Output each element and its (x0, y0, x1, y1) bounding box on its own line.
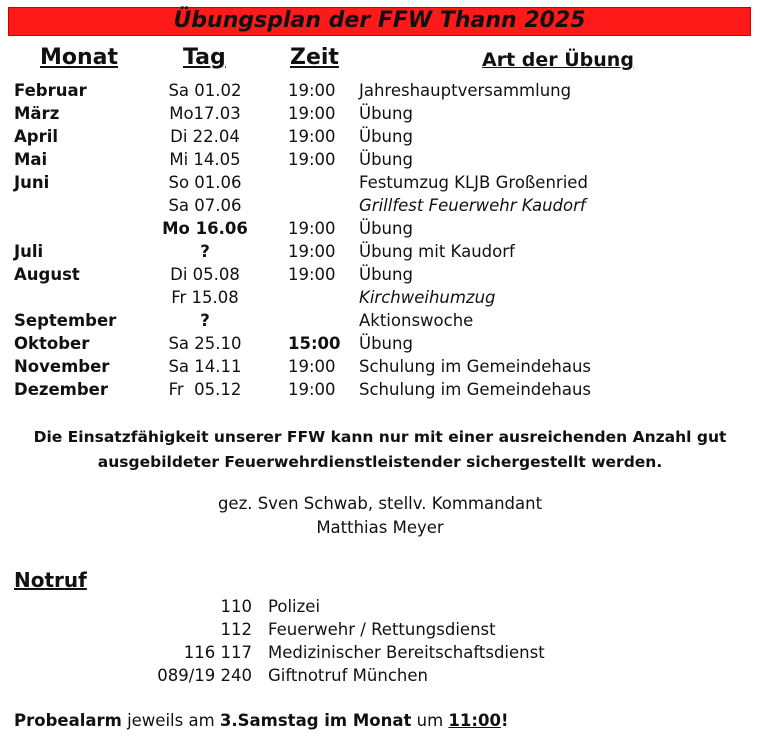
cell-art: Grillfest Feuerwehr Kaudorf (359, 196, 586, 215)
table-row (0, 378, 760, 401)
cell-month: August (14, 265, 80, 284)
cell-art: Schulung im Gemeindehaus (359, 357, 592, 376)
cell-month: September (14, 311, 117, 330)
emergency-number: 116 117 (183, 643, 252, 662)
table-row (0, 194, 760, 217)
table-row (0, 102, 760, 125)
title-bar (8, 7, 751, 36)
cell-day: Mo 16.06 (162, 219, 248, 238)
cell-time: 19:00 (288, 127, 336, 146)
cell-day: Fr 15.08 (171, 288, 239, 307)
header-day: Tag (183, 45, 226, 70)
header-month: Monat (40, 45, 119, 70)
cell-day: Fr 05.12 (168, 380, 242, 399)
list-item (0, 595, 760, 618)
cell-time: 19:00 (288, 357, 336, 376)
cell-time: 19:00 (288, 150, 336, 169)
cell-month: April (14, 127, 59, 146)
probealarm-label: Probealarm (14, 711, 122, 730)
cell-month: Februar (14, 81, 87, 100)
emergency-label: Medizinischer Bereitschaftsdienst (268, 643, 545, 662)
notice-line-1: Die Einsatzfähigkeit unserer FFW kann nur mit einer ausreichenden Anzahl gut (33, 428, 727, 446)
list-item (0, 641, 760, 664)
cell-time: 19:00 (288, 265, 336, 284)
cell-time: 19:00 (288, 242, 336, 261)
cell-month: März (14, 104, 60, 123)
table-row (0, 286, 760, 309)
signature-line-1: gez. Sven Schwab, stellv. Kommandant (217, 494, 543, 513)
footer-text-1: jeweils am (121, 711, 220, 730)
emergency-number: 110 (220, 597, 252, 616)
cell-day: Di 05.08 (170, 265, 240, 284)
cell-time: 15:00 (288, 334, 341, 353)
cell-month: Mai (14, 150, 48, 169)
cell-day: Mo17.03 (169, 104, 241, 123)
signature-line-2: Matthias Meyer (316, 518, 444, 537)
cell-art: Übung (359, 334, 413, 353)
cell-art: Übung (359, 265, 413, 284)
table-row (0, 125, 760, 148)
cell-time: 19:00 (288, 81, 336, 100)
cell-day: Di 22.04 (170, 127, 240, 146)
cell-month: Juni (14, 173, 50, 192)
cell-time: 19:00 (288, 219, 336, 238)
cell-day: Sa 01.02 (168, 81, 242, 100)
cell-art: Schulung im Gemeindehaus (359, 380, 592, 399)
table-row (0, 217, 760, 240)
emergency-label: Feuerwehr / Rettungsdienst (268, 620, 496, 639)
cell-art: Übung (359, 127, 413, 146)
list-item (0, 618, 760, 641)
cell-month: November (14, 357, 110, 376)
header-art: Art der Übung (482, 49, 634, 71)
header-time: Zeit (290, 45, 339, 70)
table-row (0, 332, 760, 355)
notice-line-2: ausgebildeter Feuerwehrdienstleistender sichergestellt werden. (97, 453, 663, 471)
signature (0, 492, 760, 540)
cell-day: Mi 14.05 (169, 150, 241, 169)
table-row (0, 148, 760, 171)
cell-day: Sa 14.11 (168, 357, 242, 376)
emergency-number: 089/19 240 (157, 666, 252, 685)
cell-time: 19:00 (288, 104, 336, 123)
emergency-number: 112 (220, 620, 252, 639)
footer-time: 11:00 (448, 711, 501, 730)
cell-month: Juli (14, 242, 44, 261)
cell-art: Übung (359, 219, 413, 238)
table-row (0, 171, 760, 194)
list-item (0, 664, 760, 687)
table-row (0, 240, 760, 263)
footer-day: 3.Samstag im Monat (219, 711, 412, 730)
cell-day: ? (200, 311, 210, 330)
probealarm-note (14, 708, 508, 734)
footer-exclaim: ! (500, 711, 509, 730)
table-row (0, 309, 760, 332)
cell-art: Kirchweihumzug (359, 288, 496, 307)
cell-art: Übung (359, 104, 413, 123)
notruf-heading: Notruf (14, 568, 87, 592)
cell-day: Sa 07.06 (168, 196, 242, 215)
schedule-table (0, 79, 760, 401)
table-row (0, 355, 760, 378)
footer-text-2: um (411, 711, 449, 730)
cell-art: Übung (359, 150, 413, 169)
cell-day: Sa 25.10 (168, 334, 242, 353)
cell-time: 19:00 (288, 380, 336, 399)
notice-text (0, 425, 760, 475)
emergency-label: Giftnotruf München (268, 666, 428, 685)
cell-art: Jahreshauptversammlung (359, 81, 572, 100)
cell-day: ? (200, 242, 210, 261)
cell-art: Festumzug KLJB Großenried (359, 173, 588, 192)
cell-art: Übung mit Kaudorf (359, 242, 515, 261)
emergency-label: Polizei (268, 597, 321, 616)
cell-month: Dezember (14, 380, 109, 399)
emergency-numbers (0, 595, 760, 687)
cell-day: So 01.06 (168, 173, 242, 192)
cell-month: Oktober (14, 334, 90, 353)
table-row (0, 263, 760, 286)
cell-art: Aktionswoche (359, 311, 474, 330)
table-row (0, 79, 760, 102)
page-title: Übungsplan der FFW Thann 2025 (173, 8, 586, 33)
